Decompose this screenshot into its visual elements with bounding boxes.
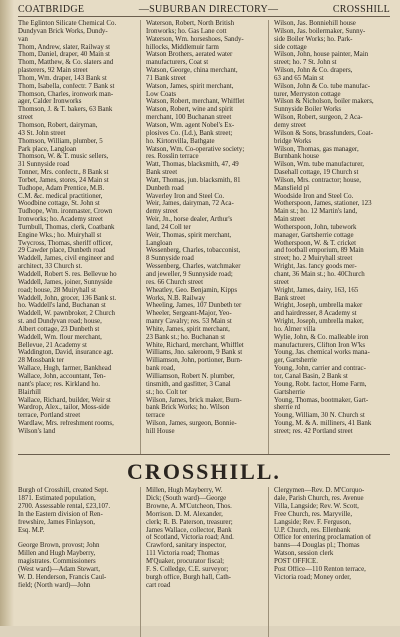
crosshill-line: 111 Victoria road; Thomas <box>146 550 220 558</box>
directory-line: Wilson, John, house painter, Main <box>274 51 369 59</box>
directory-line: Waddington, David, insurance agt. <box>18 349 114 357</box>
directory-line: ho. Kirtonvilla, Bathgate <box>146 137 215 145</box>
directory-line: Wright, Jas. fancy goods mer- <box>274 263 357 271</box>
directory-line: Engine Wks.; ho. Muiryhall st <box>18 231 102 239</box>
crosshill-line: Villa, Langside; Rev. W. Scott, <box>274 502 359 510</box>
header-center: —SUBURBAN DIRECTORY— <box>138 4 279 15</box>
directory-line: bank Brick Works; ho. Wilson <box>146 404 230 412</box>
directory-line: hillocks, Middlemuir farm <box>146 43 219 51</box>
directory-line: street; ho. 2 Muiryhall street <box>274 255 353 263</box>
directory-line: Waterson, Robert, North British <box>146 20 235 27</box>
directory-line: Thom, Andrew, slater, Railway st <box>18 43 111 51</box>
directory-line: C.M. &c. medical practitioner, <box>18 192 103 200</box>
crosshill-line: Esq. M.P. <box>18 526 45 534</box>
directory-line: res. 66 Church street <box>146 278 204 286</box>
directory-line: Ironworks; ho. Academy street <box>18 216 103 224</box>
directory-line: and hairdresser, 8 Academy st <box>274 310 357 318</box>
crosshill-line: dale, Parish Church, res. Avenue <box>274 494 364 502</box>
crosshill-line: Millen, Hugh Mayberry, W. <box>146 487 223 494</box>
crosshill-line: Dick; (South ward)—George <box>146 494 227 502</box>
crosshill-line: James Wallace, collector, Bank <box>146 526 232 534</box>
directory-line: Wessenberg, Charles, watchmaker <box>146 263 241 271</box>
directory-line: Waddell, James, joiner, Sunnyside <box>18 278 113 286</box>
directory-line: Waddell, John, grocer, 136 Bank st. <box>18 294 117 302</box>
directory-line: Mansfield pl <box>274 184 310 192</box>
header-right: CROSSHILL <box>332 4 390 15</box>
directory-line: Young, Thomas, bootmaker, Gart- <box>274 396 369 404</box>
directory-line: Wheeler, Sergeant-Major, Yeo- <box>146 310 232 318</box>
directory-line: Works, N.B. Railway <box>146 294 205 302</box>
directory-line: 63 and 65 Main st <box>274 74 324 82</box>
directory-line: Young, M. & A. milliners, 41 Bank <box>274 420 372 428</box>
directory-line: manufacturers, Coat st <box>146 59 209 67</box>
header-left: COATBRIDGE <box>18 4 85 15</box>
directory-line: Dasehall cottage, 19 Church st <box>274 169 359 177</box>
crosshill-line: Browne, A. M'Cutcheon, Thos. <box>146 502 232 510</box>
directory-line: Bank street <box>274 294 306 302</box>
crosshill-line: Free Church, res. Maryville, <box>274 510 353 518</box>
directory-line: 23 Bank st.; ho. Buchanan st <box>146 333 226 341</box>
directory-line: Young, John, carrier and contrac- <box>274 365 366 373</box>
directory-line: White, James, spirit merchant, <box>146 325 230 333</box>
directory-line: Bank street <box>146 169 178 177</box>
crosshill-line: cart road <box>146 581 171 589</box>
directory-line: Williamson, Robert N. plumber, <box>146 372 235 380</box>
directory-line: street; res. 42 Portland street <box>274 427 353 435</box>
directory-line: 31 Sunnyside road <box>18 161 70 169</box>
directory-line: Weir, Thomas, spirit merchant, <box>146 231 232 239</box>
directory-line: Wright, Joseph, umbrella maker, <box>274 318 364 326</box>
directory-line: Blairhill <box>18 388 41 396</box>
directory-line: Tonner, Mrs. confectr., 8 Bank st <box>18 169 109 177</box>
directory-line: terrace <box>146 412 165 420</box>
crosshill-line: George Brown, provost; John <box>18 542 100 550</box>
directory-line: sherrie rd <box>274 404 301 412</box>
directory-line: Watson, James, spirit merchant, <box>146 82 234 90</box>
crosshill-line: M'Quaker, procurator fiscal; <box>146 558 225 566</box>
directory-line: plosives Co. (Ld.), Bank street; <box>146 129 233 137</box>
directory-line: Young, Jas. chemical works mana- <box>274 349 370 357</box>
directory-line: 8 Sunnyside road <box>146 255 194 263</box>
directory-line: Thomson, William, plumber, 5 <box>18 137 103 145</box>
directory-line: Wilson's land <box>18 427 56 435</box>
crosshill-column-1 <box>18 487 134 637</box>
directory-line: Twycross, Thomas, sheriff officer, <box>18 239 113 247</box>
directory-line: demy street <box>274 121 306 129</box>
crosshill-line: magistrates. Commissioners <box>18 558 96 566</box>
crosshill-column-2 <box>140 487 262 637</box>
section-title: CROSSHILL. <box>127 459 281 484</box>
crosshill-line: field; (North ward)—John <box>18 581 91 589</box>
directory-line: Bellevue, 21 Academy st <box>18 341 87 349</box>
directory-line: Thom, Wm. draper, 143 Bank st <box>18 74 107 82</box>
crosshill-line: Watson, session clerk <box>274 550 334 558</box>
directory-line: Williamson, John, portioner, Burn- <box>146 357 243 365</box>
directory-line: 43 St. John street <box>18 129 66 137</box>
directory-line: Waddell, Wm. flour merchant, <box>18 333 102 341</box>
directory-line: ho. Almer villa <box>274 325 316 333</box>
directory-line: Woodbine cottage, St. John st <box>18 200 100 208</box>
directory-line: Wilson, James, surgeon, Bonnie- <box>146 420 237 428</box>
crosshill-column-3 <box>268 487 390 637</box>
directory-line: Ironworks; ho. Gas Lane cott <box>146 27 227 35</box>
crosshill-line: Victoria road; Money order, <box>274 573 351 581</box>
directory-line: Waddell, W. pawnbroker, 2 Church <box>18 310 115 318</box>
directory-line: Langloan <box>146 239 173 247</box>
directory-line: architect, 33 Church st. <box>18 263 83 271</box>
crosshill-line <box>18 534 134 542</box>
directory-line: Thomson, J. & T. bakers, 63 Bank <box>18 106 113 114</box>
directory-line: 29 Cawder place, Dunbeth road <box>18 247 106 255</box>
directory-line: tinsmith, and gasfitter, 3 Canal <box>146 380 231 388</box>
directory-line: Wardlaw, Mrs. refreshment rooms, <box>18 420 114 428</box>
directory-line: Torbet, James, stores, 24 Main st <box>18 176 109 184</box>
directory-line: Wardrop, Alex., tailor, Moss-side <box>18 404 110 412</box>
directory-line: Wotherspoon, W. & T. cricket <box>274 239 357 247</box>
crosshill-line: Office for entering proclamation of <box>274 534 372 542</box>
directory-line: Wallace, John, accountant, Ten- <box>18 372 106 380</box>
crosshill-line: Langside; Rev. F. Ferguson, <box>274 518 351 526</box>
directory-line: terrace, Portland street <box>18 412 81 420</box>
directory-line: Watt, Thomas, blacksmith, 47, 49 <box>146 161 239 169</box>
directory-line: Wilson, John & Co. drapers, <box>274 67 353 75</box>
directory-line: Thomson, Charles, ironwork man- <box>18 90 114 98</box>
crosshill-line: Clergymen—Rev. D. M'Corquo- <box>274 487 365 494</box>
directory-line: demy street <box>146 208 178 216</box>
crosshill-line: of Scotland, Victoria road; And. <box>146 534 234 542</box>
directory-line: Wilson, John & Co. tube manufac- <box>274 82 370 90</box>
directory-line: Watson, Wm. Co-operative society; <box>146 145 245 153</box>
directory-line: Wheeling, James, 107 Dunbeth ter <box>146 302 242 310</box>
directory-line: ger, Gartsherrie <box>274 357 317 365</box>
directory-line: Williams, Jno. saleroom, 9 Bank st <box>146 349 243 357</box>
directory-line: Thom, Matthew, & Co. slaters and <box>18 59 114 67</box>
directory-line: Wilson, Jas. Bonniehill house <box>274 20 356 27</box>
column-2 <box>140 20 262 454</box>
directory-line: Waverley Iron and Steel Co. <box>146 192 225 200</box>
directory-line: Weir, Jn., horse dealer, Arthur's <box>146 216 233 224</box>
directory-line: Wilson, Robert, surgeon, 2 Aca- <box>274 114 363 122</box>
directory-line: Wilson & Sons, brassfunders, Coat- <box>274 129 373 137</box>
directory-line: st.; ho. Colt ter <box>146 388 188 396</box>
directory-line: Thomson, W. & T. music sellers, <box>18 153 109 161</box>
directory-line: nant's place; res. Kirkland ho. <box>18 380 100 388</box>
directory-line: Wallace, Hugh, farmer, Bankhead <box>18 365 112 373</box>
directory-line: Waterson, Wm. horseshoes, Sandy- <box>146 35 244 43</box>
directory-line: Wotherspoon, John, tubework <box>274 223 357 231</box>
directory-line: Wilson, Wm. tube manufacturer, <box>274 161 365 169</box>
directory-columns <box>18 20 390 455</box>
directory-line: side Boiler Works; ho. Park- <box>274 35 353 43</box>
directory-line: Waddell, Robert S. res. Bellevue ho <box>18 271 117 278</box>
directory-line: Wilson, Mrs. contractor; house, <box>274 176 361 184</box>
running-header <box>18 4 390 17</box>
directory-line: Thom, Daniel, draper, 40 Main st <box>18 51 110 59</box>
crosshill-line: POST OFFICE. <box>274 558 318 566</box>
crosshill-line: clerk; R. B. Paterson, treasurer; <box>146 518 233 526</box>
crosshill-line: Morrison. D. M. Alexander, <box>146 510 223 518</box>
crosshill-columns <box>18 487 390 637</box>
directory-line: manry Cavalry; res. 53 Main st <box>146 318 232 326</box>
directory-line: Wilson, Thomas, gas manager, <box>274 145 359 153</box>
directory-line: Gartsherrie <box>274 388 305 396</box>
directory-line: Wheatley, Geo. Benjamin, Kipps <box>146 286 238 294</box>
crosshill-line: In the Eastern division of Ren- <box>18 510 103 518</box>
directory-line: bank road, <box>146 365 176 373</box>
directory-line: road; house, 28 Muiryhall st <box>18 286 96 294</box>
crosshill-line: 2700. Assessable rental, £23,107. <box>18 502 111 510</box>
directory-line: Watson, Wm. agent Nobel's Ex- <box>146 121 235 129</box>
directory-line: Wessenberg, Charles, tobacconist, <box>146 247 241 255</box>
crosshill-line: (West ward)—Adam Stewart, <box>18 566 100 574</box>
directory-line: Watson, Robert, wine and spirit <box>146 106 234 114</box>
directory-line: Wotherspoon, James, stationer, 123 <box>274 200 372 208</box>
directory-line: Tudhope, Adam Prentice, M.B. <box>18 184 105 192</box>
directory-line: 71 Bank street <box>146 74 186 82</box>
directory-line: street <box>18 114 33 122</box>
directory-line: Waddell, James, civil engineer and <box>18 255 114 263</box>
directory-line: Thomson, Robert, dairyman, <box>18 121 98 129</box>
directory-line: Watson, George, china merchant, <box>146 67 238 75</box>
directory-line: bridge Works <box>274 137 312 145</box>
directory-line: and jeweller, 9 Sunnyside road; <box>146 271 233 278</box>
directory-line: The Eglinton Silicate Chemical Co. <box>18 20 117 27</box>
column-3 <box>268 20 390 454</box>
directory-line: ho. Waddell's land, Buchanan st <box>18 302 106 310</box>
directory-line: Wilson, Jas. boilermaker, Sunny- <box>274 27 366 35</box>
directory-line: and football emporium, 89 Main <box>274 247 364 255</box>
directory-line: Wilson, James, brick maker, Burn- <box>146 396 242 404</box>
directory-line: Wright, James, dairy, 163, 165 <box>274 286 359 294</box>
directory-line: White, Richard, merchant, Whifflet <box>146 341 244 349</box>
directory-line: Park place, Langloan <box>18 145 77 153</box>
directory-line: Watson Brothers, aerated water <box>146 51 233 59</box>
directory-line: Thom, Isabella, confectr. 7 Bank st <box>18 82 115 90</box>
directory-line: Albert cottage, 23 Dunbeth st <box>18 325 100 333</box>
directory-line: Tudhope, Wm. ironmaster, Crown <box>18 208 113 216</box>
crosshill-line: Millen and Hugh Mayberry, <box>18 550 96 558</box>
column-1 <box>18 20 134 454</box>
page-binding-edge <box>0 0 14 626</box>
directory-line: Burnbank house <box>274 153 319 161</box>
directory-line: Dundyvan Brick Works, Dundy- <box>18 27 108 35</box>
directory-line: res. Rosslin terrace <box>146 153 199 161</box>
directory-line: Young, William, 30 N. Church st <box>274 412 365 420</box>
directory-line: Wylie, John, & Co. malleable iron <box>274 333 369 341</box>
directory-line: van <box>18 35 28 43</box>
directory-line: Turnbull, Thomas, clerk, Coatbank <box>18 223 115 231</box>
directory-line: street <box>274 278 289 286</box>
crosshill-line: W. D. Henderson, Francis Caul- <box>18 573 107 581</box>
directory-line: Wright, Joseph, umbrella maker <box>274 302 363 310</box>
directory-line: Sunnyside Boiler Works <box>274 106 342 114</box>
crosshill-line: banns—4 Douglas pl.; Thomas <box>274 542 360 550</box>
crosshill-line: Burgh of Crosshill, created Sept. <box>18 487 109 494</box>
directory-line: street; ho. 7 St. John st <box>274 59 337 67</box>
directory-line: Dunbeth road <box>146 184 184 192</box>
directory-line: turer, Merryston cottage <box>274 90 341 98</box>
directory-line: manager, Gartsherrie cottage <box>274 231 354 239</box>
directory-line: ager, Calder Ironworks <box>18 98 82 106</box>
directory-line: side cottage <box>274 43 307 51</box>
directory-line: Young, Robt. factor, Home Farm, <box>274 380 367 388</box>
directory-line: Wallace, Richard, builder, Weir st <box>18 396 111 404</box>
directory-line: land, 24 Coll ter <box>146 223 191 231</box>
crosshill-line: burgh office, Burgh hall, Cath- <box>146 573 231 581</box>
crosshill-line: F. S. Colledge, C.E. surveyor; <box>146 566 229 574</box>
directory-line: Low Coats <box>146 90 177 98</box>
directory-line: Main st.; ho. 12 Martin's land, <box>274 208 358 216</box>
directory-line: chant, 36 Main st.; ho. 40Church <box>274 271 365 278</box>
directory-line: tor, Canal Basin, 2 Bank st <box>274 372 348 380</box>
directory-line: Watson, Robert, merchant, Whifflet <box>146 98 245 106</box>
crosshill-line: frewshire, James Finlayson, <box>18 518 95 526</box>
directory-line: Watt, Thomas, jun. blacksmith, 81 <box>146 176 241 184</box>
directory-line: st. and Dundyvan road; house, <box>18 318 102 326</box>
crosshill-line: U.P. Church, res. Ellenbank <box>274 526 351 534</box>
directory-line: Woodside Iron and Steel Co. <box>274 192 354 200</box>
directory-line: Weir, James, dairyman, 72 Aca- <box>146 200 234 208</box>
crosshill-line: Post Office—110 Renton terrace, <box>274 566 366 574</box>
directory-line: hill House <box>146 427 175 435</box>
directory-line: 28 Mossbank ter <box>18 357 64 365</box>
directory-line: Main street <box>274 216 306 224</box>
crosshill-line: Crawford, sanitary inspector, <box>146 542 227 550</box>
crosshill-line: 1871. Estimated population, <box>18 494 96 502</box>
directory-line: merchant, 100 Buchanan street <box>146 114 232 122</box>
directory-line: manufacturers, Clifton Iron W'ks <box>274 341 366 349</box>
directory-line: plasterers, 92 Main street <box>18 67 88 75</box>
directory-line: Wilson & Nicholson, boiler makers, <box>274 98 374 106</box>
